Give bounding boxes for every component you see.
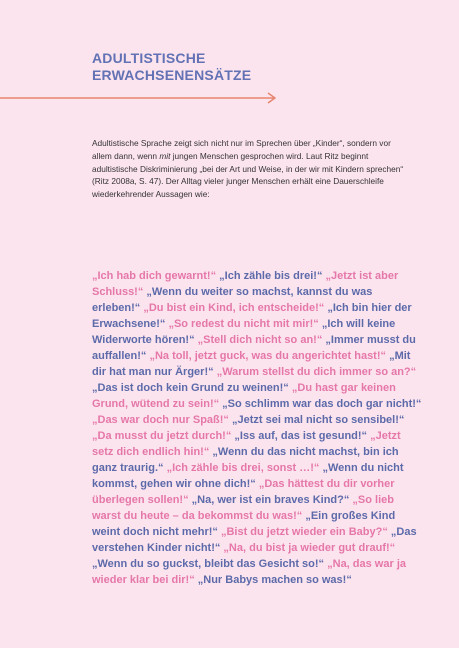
quote-item: „Jetzt setz dich endlich hin!“ <box>92 430 401 458</box>
arrow-right-icon <box>0 92 280 104</box>
quote-item: „So redest du nicht mit mir!“ <box>168 318 319 330</box>
quote-item: „Stell dich nicht so an!“ <box>197 334 323 346</box>
quote-item: „Mit dir hat man nur Ärger!“ <box>92 350 411 378</box>
intro-paragraph <box>92 137 410 201</box>
quote-item: „Warum stellst du dich immer so an?“ <box>216 366 417 378</box>
quote-item: „Wenn du so guckst, bleibt das Gesicht so!“ <box>92 558 325 570</box>
quote-item: „Ich zähle bis drei, sonst …!“ <box>166 462 320 474</box>
intro-text-start: Adultistische Sprache zeigt sich nicht nur im Sprechen über „Kinder“, sondern vor allem dann, wenn <box>92 138 391 161</box>
quote-item: „Wenn du nicht kommst, gehen wir ohne dich!“ <box>92 462 404 490</box>
quote-item: „Wenn du weiter so machst, kannst du was erleben!“ <box>92 286 373 314</box>
quote-item: „Das ist doch kein Grund zu weinen!“ <box>92 382 289 394</box>
section-title <box>92 50 251 84</box>
quote-item: „Nur Babys machen so was!“ <box>197 574 352 586</box>
quote-item: „Iss auf, das ist gesund!“ <box>234 430 368 442</box>
quote-item: „Das war doch nur Spaß!“ <box>92 414 229 426</box>
quote-item: „Bist du jetzt wieder ein Baby?“ <box>220 526 388 538</box>
section-title-line-2: ERWACHSENENSÄTZE <box>92 67 252 83</box>
quote-item: „Ich will keine Widerworte hören!“ <box>92 318 396 346</box>
intro-emphasis: mit <box>159 150 171 161</box>
quote-item: „Na, wer ist ein braves Kind?“ <box>191 494 350 506</box>
quote-item: „Du bist ein Kind, ich entscheide!“ <box>143 302 325 314</box>
quote-item: „Ich zähle bis drei!“ <box>219 270 323 282</box>
quote-item: „Ein großes Kind weint doch nicht mehr!“ <box>92 510 396 538</box>
quote-collection <box>92 268 422 588</box>
quote-item: „Immer musst du auffallen!“ <box>92 334 416 362</box>
quote-item: „Wenn du das nicht machst, bin ich ganz traurig.“ <box>92 446 399 474</box>
intro-text-end: jungen Menschen gesprochen wird. Laut Ritz beginnt adultistische Diskriminierung „bei der Art und Weise, in der wir mit Kindern sprechen“ (Ritz 2008a, S. 47). Der Alltag vieler junger Menschen erhält eine Dauerschleife wiederkehrender Aussagen wie: <box>92 150 404 200</box>
quote-item: „Na toll, jetzt guck, was du angerichtet hast!“ <box>149 350 387 362</box>
quote-item: „So lieb warst du heute – da bekommst du was!“ <box>92 494 394 522</box>
quote-item: „Jetzt ist aber Schluss!“ <box>92 270 399 298</box>
quote-item: „So schlimm war das doch gar nicht!“ <box>222 398 422 410</box>
section-title-line-1: ADULTISTISCHE <box>92 50 206 66</box>
quote-item: „Das verstehen Kinder nicht!“ <box>92 526 417 554</box>
quote-item: „Jetzt sei mal nicht so sensibel!“ <box>231 414 405 426</box>
quote-item: „Ich bin hier der Erwachsene!“ <box>92 302 412 330</box>
quote-item: „Na, das war ja wieder klar bei dir!“ <box>92 558 406 586</box>
quote-item: „Na, du bist ja wieder gut drauf!“ <box>223 542 396 554</box>
quote-item: „Ich hab dich gewarnt!“ <box>92 270 217 282</box>
quote-item: „Das hättest du dir vorher überlegen sollen!“ <box>92 478 395 506</box>
quote-item: „Du hast gar keinen Grund, wütend zu sein!“ <box>92 382 396 410</box>
quote-item: „Da musst du jetzt durch!“ <box>92 430 232 442</box>
